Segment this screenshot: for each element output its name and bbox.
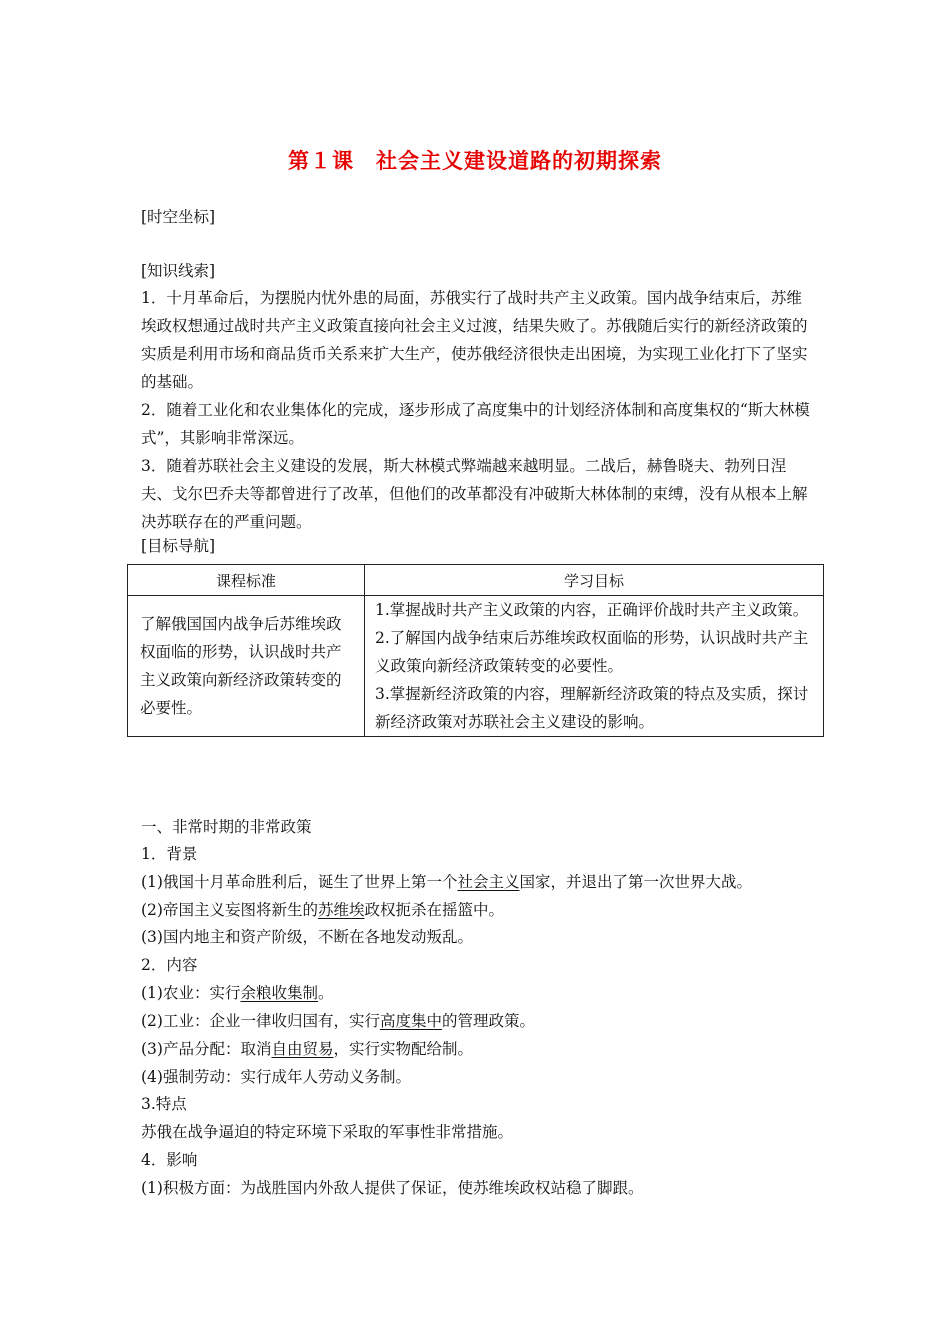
section-goals: [目标导航]: [141, 537, 216, 555]
objective-2: 2.了解国内战争结束后苏维埃政权面临的形势，认识战时共产主义政策向新经济政策转变的必要性。: [375, 629, 809, 675]
knowledge-item-3: 3．随着苏联社会主义建设的发展，斯大林模式弊端越来越明显。二战后，赫鲁晓夫、勃列日涅夫、戈尔巴乔夫等都曾进行了改革，但他们的改革都没有冲破斯大林体制的束缚，没有从根本上解决苏联存在的严重问题。: [141, 457, 808, 531]
content-item-4: (4)强制劳动：实行成年人劳动义务制。: [141, 1068, 411, 1086]
section-knowledge: [知识线索]: [141, 262, 216, 280]
feature-text: 苏俄在战争逼迫的特定环境下采取的军事性非常措施。: [141, 1123, 514, 1141]
background-item-3: (3)国内地主和资产阶级，不断在各地发动叛乱。: [141, 928, 473, 946]
content-item-2: (2)工业：企业一律收归国有，实行高度集中的管理政策。: [141, 1012, 535, 1030]
content-item-3: (3)产品分配：取消自由贸易，实行实物配给制。: [141, 1040, 473, 1058]
background-title: 1．背景: [141, 845, 198, 863]
course-standard-cell: 了解俄国国内战争后苏维埃政权面临的形势，认识战时共产主义政策向新经济政策转变的必要性。: [128, 596, 365, 737]
goals-table: [127, 564, 824, 737]
impact-item-1: (1)积极方面：为战胜国内外敌人提供了保证，使苏维埃政权站稳了脚跟。: [141, 1179, 644, 1197]
objective-1: 1.掌握战时共产主义政策的内容，正确评价战时共产主义政策。: [375, 601, 809, 619]
header-standard: 课程标准: [128, 565, 365, 596]
header-objective: 学习目标: [365, 565, 824, 596]
table-header-row: [128, 565, 824, 596]
background-item-2: (2)帝国主义妄图将新生的苏维埃政权扼杀在摇篮中。: [141, 901, 504, 919]
objective-3: 3.掌握新经济政策的内容，理解新经济政策的特点及实质，探讨新经济政策对苏联社会主义建设的影响。: [375, 685, 809, 731]
section-spacetime: [时空坐标]: [141, 208, 216, 226]
impact-title: 4．影响: [141, 1151, 198, 1169]
background-item-1: (1)俄国十月革命胜利后，诞生了世界上第一个社会主义国家，并退出了第一次世界大战。: [141, 873, 752, 891]
content-item-1: (1)农业：实行余粮收集制。: [141, 984, 334, 1002]
lesson-title: 第１课 社会主义建设道路的初期探索: [288, 148, 662, 173]
knowledge-item-2: 2．随着工业化和农业集体化的完成，逐步形成了高度集中的计划经济体制和高度集权的“斯大林模式”，其影响非常深远。: [141, 401, 810, 447]
objectives-cell: [365, 596, 824, 737]
content-title: 2．内容: [141, 956, 198, 974]
feature-title: 3.特点: [141, 1095, 187, 1113]
knowledge-item-1: 1．十月革命后，为摆脱内忧外患的局面，苏俄实行了战时共产主义政策。国内战争结束后，苏维埃政权想通过战时共产主义政策直接向社会主义过渡，结果失败了。苏俄随后实行的新经济政策的实质是利用市场和商品货币关系来扩大生产，使苏俄经济很快走出困境，为实现工业化打下了坚实的基础。: [141, 289, 808, 391]
table-row: [128, 596, 824, 737]
heading-1: 一、非常时期的非常政策: [141, 818, 312, 836]
